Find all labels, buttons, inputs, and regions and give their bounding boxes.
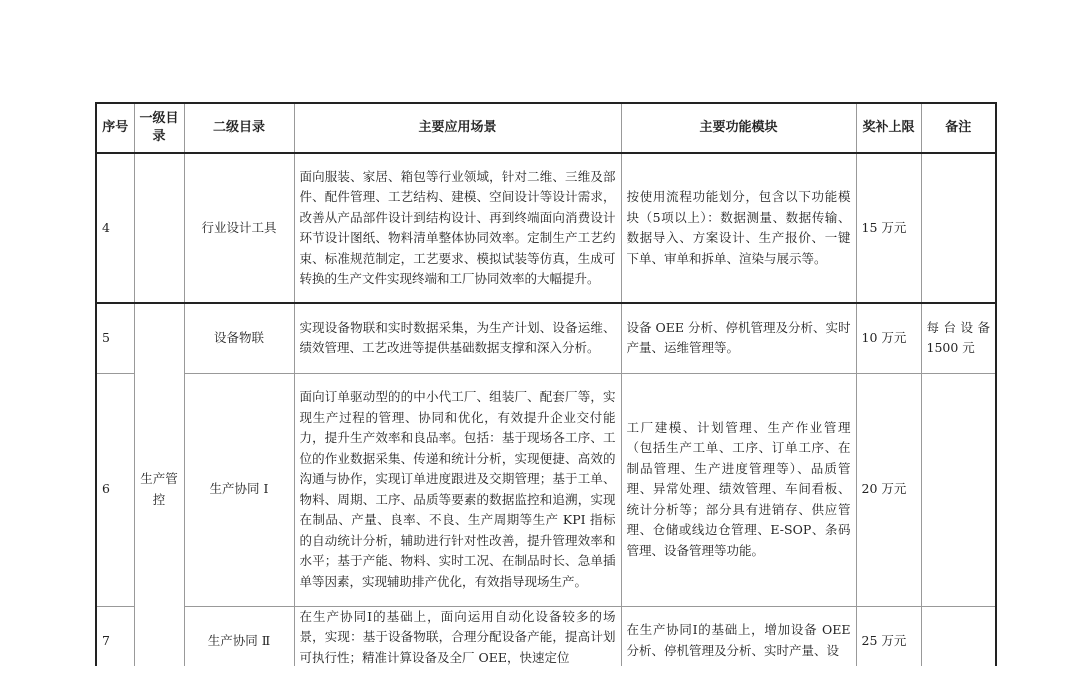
row-scenario: 面向订单驱动型的的中小代工厂、组装厂、配套厂等，实现生产过程的管理、协同和优化，有效提升企业交付能力，提升生产效率和良品率。包括：基于现场各工序、工位的作业数据采集、传递和统计分析，实现便捷、高效的沟通与协作，实现订单进度跟进及交期管理；基于工单、物料、周期、工序、品质等要素的数据监控和追溯，实现在制品、产量、良率、不良、生产周期等生产 KPI 指标的自动统计分析，辅助进行针对性改善，提升管理效率和水平；基于产能、物料、实时工况、在制品时长、急单插单等因素，实现辅助排产优化，有效指导现场生产。 [294,373,621,606]
header-remark: 备注 [921,103,996,153]
row-remark [921,153,996,303]
row-scenario: 在生产协同Ⅰ的基础上，面向运用自动化设备较多的场景，实现：基于设备物联，合理分配设备产能，提高计划可执行性；精准计算设备及全厂 OEE，快速定位 [294,606,621,676]
row-no: 4 [96,153,134,303]
row-subsidy: 25 万元 [856,606,921,676]
subsidy-catalog-table [95,102,997,677]
row-level2: 生产协同 Ⅱ [184,606,294,676]
row-modules: 在生产协同Ⅰ的基础上，增加设备 OEE 分析、停机管理及分析、实时产量、设 [621,606,856,676]
table-row [96,373,996,606]
row-subsidy: 15 万元 [856,153,921,303]
row-level1 [134,153,184,303]
row-no: 7 [96,606,134,676]
row-modules: 设备 OEE 分析、停机管理及分析、实时产量、运维管理等。 [621,303,856,373]
header-modules: 主要功能模块 [621,103,856,153]
row-subsidy: 20 万元 [856,373,921,606]
row-subsidy: 10 万元 [856,303,921,373]
row-no: 6 [96,373,134,606]
row-level1-group: 生产管控 [134,303,184,676]
row-remark: 每台设备 1500 元 [921,303,996,373]
row-no: 5 [96,303,134,373]
table-row [96,303,996,373]
row-scenario: 面向服装、家居、箱包等行业领域，针对二维、三维及部件、配件管理、工艺结构、建模、空间设计等设计需求，改善从产品部件设计到结构设计、再到终端面向消费设计环节设计图纸、物料清单整体协同效率。定制生产工艺约束、标准规范制定，工艺要求、模拟试装等仿真，生成可转换的生产文件实现终端和工厂协同效率的大幅提升。 [294,153,621,303]
row-remark [921,373,996,606]
header-no: 序号 [96,103,134,153]
row-level2: 设备物联 [184,303,294,373]
row-level2: 行业设计工具 [184,153,294,303]
row-modules: 按使用流程功能划分，包含以下功能模块（5项以上）：数据测量、数据传输、数据导入、方案设计、生产报价、一键下单、审单和拆单、渲染与展示等。 [621,153,856,303]
header-level2: 二级目录 [184,103,294,153]
header-subsidy: 奖补上限 [856,103,921,153]
page-cut-off [0,666,1080,691]
row-level2: 生产协同 Ⅰ [184,373,294,606]
row-scenario: 实现设备物联和实时数据采集，为生产计划、设备运维、绩效管理、工艺改进等提供基础数据支撑和深入分析。 [294,303,621,373]
table-row [96,153,996,303]
row-modules: 工厂建模、计划管理、生产作业管理（包括生产工单、工序、订单工序、在制品管理、生产进度管理等）、品质管理、异常处理、绩效管理、车间看板、统计分析等；部分具有进销存、供应管理、仓储或线边仓管理、E-SOP、条码管理、设备管理等功能。 [621,373,856,606]
header-row [96,103,996,153]
header-scenario: 主要应用场景 [294,103,621,153]
header-level1: 一级目录 [134,103,184,153]
